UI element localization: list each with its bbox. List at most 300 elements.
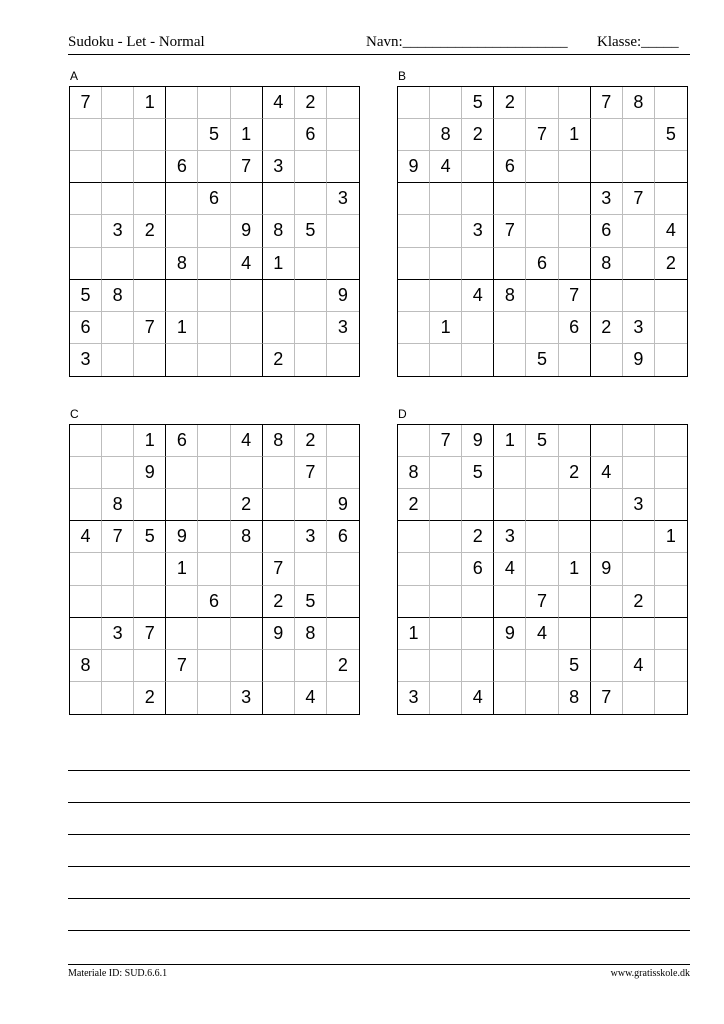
sudoku-cell: 6 <box>327 521 359 553</box>
sudoku-cell: 2 <box>231 489 263 521</box>
sudoku-cell: 3 <box>327 312 359 344</box>
sudoku-cell: 3 <box>591 183 623 215</box>
sudoku-cell: 9 <box>591 553 623 585</box>
sudoku-cell <box>462 586 494 618</box>
sudoku-cell <box>70 119 102 151</box>
sudoku-cell: 5 <box>462 457 494 489</box>
website-link: www.gratisskole.dk <box>610 968 690 979</box>
sudoku-cell <box>655 586 687 618</box>
sudoku-cell: 6 <box>198 183 230 215</box>
sudoku-cell <box>494 183 526 215</box>
sudoku-cell: 6 <box>166 151 198 183</box>
sudoku-cell: 5 <box>559 650 591 682</box>
sudoku-cell <box>591 280 623 312</box>
sudoku-cell: 4 <box>462 280 494 312</box>
sudoku-cell: 3 <box>102 618 134 650</box>
sudoku-cell: 5 <box>655 119 687 151</box>
sudoku-cell: 1 <box>231 119 263 151</box>
sudoku-cell <box>327 87 359 119</box>
sudoku-cell <box>398 586 430 618</box>
sudoku-cell: 2 <box>263 586 295 618</box>
sudoku-cell <box>462 618 494 650</box>
sudoku-cell <box>166 280 198 312</box>
answer-line <box>68 802 690 803</box>
sudoku-cell <box>166 344 198 376</box>
sudoku-cell <box>655 87 687 119</box>
sudoku-cell: 3 <box>102 215 134 247</box>
sudoku-cell <box>198 248 230 280</box>
sudoku-cell <box>231 344 263 376</box>
sudoku-cell <box>526 215 558 247</box>
sudoku-cell <box>494 344 526 376</box>
sudoku-cell <box>102 553 134 585</box>
sudoku-cell <box>70 425 102 457</box>
sudoku-cell: 2 <box>591 312 623 344</box>
sudoku-cell <box>462 248 494 280</box>
sudoku-cell: 8 <box>263 425 295 457</box>
sudoku-cell <box>462 344 494 376</box>
sudoku-cell <box>623 280 655 312</box>
sudoku-cell <box>102 682 134 714</box>
footer-divider <box>68 964 690 965</box>
sudoku-cell: 1 <box>559 553 591 585</box>
sudoku-cell: 7 <box>263 553 295 585</box>
sudoku-cell: 6 <box>70 312 102 344</box>
sudoku-cell <box>198 457 230 489</box>
sudoku-cell <box>623 151 655 183</box>
sudoku-cell <box>102 344 134 376</box>
sudoku-cell <box>526 87 558 119</box>
sudoku-cell: 3 <box>263 151 295 183</box>
sudoku-cell <box>494 119 526 151</box>
sudoku-cell <box>430 618 462 650</box>
sudoku-cell: 2 <box>134 682 166 714</box>
sudoku-cell: 7 <box>430 425 462 457</box>
sudoku-cell <box>591 344 623 376</box>
sudoku-cell <box>655 344 687 376</box>
sudoku-cell: 2 <box>327 650 359 682</box>
sudoku-cell: 3 <box>462 215 494 247</box>
sudoku-cell: 5 <box>526 344 558 376</box>
sudoku-cell <box>398 87 430 119</box>
sudoku-cell: 7 <box>526 586 558 618</box>
sudoku-cell: 1 <box>430 312 462 344</box>
sudoku-cell <box>623 521 655 553</box>
sudoku-cell <box>198 151 230 183</box>
sudoku-cell <box>559 87 591 119</box>
sudoku-cell: 8 <box>398 457 430 489</box>
sudoku-cell <box>559 425 591 457</box>
sudoku-cell: 8 <box>102 489 134 521</box>
answer-line <box>68 770 690 771</box>
sudoku-cell: 4 <box>231 248 263 280</box>
sudoku-cell: 3 <box>623 312 655 344</box>
sudoku-cell <box>430 248 462 280</box>
answer-line <box>68 898 690 899</box>
sudoku-cell: 9 <box>494 618 526 650</box>
sudoku-cell <box>263 457 295 489</box>
sudoku-cell: 3 <box>327 183 359 215</box>
sudoku-cell: 8 <box>295 618 327 650</box>
sudoku-cell <box>655 425 687 457</box>
sudoku-cell <box>70 215 102 247</box>
sudoku-cell: 3 <box>398 682 430 714</box>
sudoku-cell <box>166 183 198 215</box>
sudoku-cell: 9 <box>327 489 359 521</box>
sudoku-cell: 9 <box>398 151 430 183</box>
sudoku-cell <box>430 586 462 618</box>
sudoku-grid-b <box>397 86 688 377</box>
sudoku-cell <box>655 183 687 215</box>
sudoku-cell <box>166 586 198 618</box>
sudoku-cell: 8 <box>430 119 462 151</box>
sudoku-cell <box>430 280 462 312</box>
sudoku-cell: 6 <box>494 151 526 183</box>
sudoku-cell <box>430 215 462 247</box>
sudoku-cell: 8 <box>166 248 198 280</box>
sudoku-cell <box>70 489 102 521</box>
sudoku-cell <box>591 119 623 151</box>
sudoku-cell <box>655 618 687 650</box>
sudoku-cell <box>623 618 655 650</box>
sudoku-cell: 8 <box>623 87 655 119</box>
sudoku-cell <box>526 682 558 714</box>
sudoku-cell <box>231 650 263 682</box>
sudoku-cell <box>166 457 198 489</box>
sudoku-cell <box>462 489 494 521</box>
sudoku-cell: 2 <box>462 119 494 151</box>
sudoku-cell <box>134 489 166 521</box>
sudoku-cell <box>430 553 462 585</box>
sudoku-cell <box>70 553 102 585</box>
sudoku-cell <box>231 457 263 489</box>
sudoku-cell <box>263 183 295 215</box>
sudoku-cell <box>198 312 230 344</box>
sudoku-cell: 2 <box>655 248 687 280</box>
sudoku-cell: 4 <box>494 553 526 585</box>
sudoku-cell <box>70 151 102 183</box>
sudoku-cell <box>134 119 166 151</box>
sudoku-cell <box>263 119 295 151</box>
sudoku-cell <box>526 489 558 521</box>
sudoku-cell: 7 <box>134 312 166 344</box>
sudoku-cell: 1 <box>655 521 687 553</box>
sudoku-cell <box>70 457 102 489</box>
sudoku-cell <box>263 682 295 714</box>
sudoku-cell <box>559 183 591 215</box>
sudoku-cell: 8 <box>70 650 102 682</box>
sudoku-cell <box>462 650 494 682</box>
sudoku-cell <box>398 650 430 682</box>
sudoku-cell: 6 <box>166 425 198 457</box>
sudoku-cell: 6 <box>526 248 558 280</box>
sudoku-cell <box>102 457 134 489</box>
sudoku-cell <box>327 425 359 457</box>
sudoku-cell <box>327 553 359 585</box>
sudoku-cell <box>102 151 134 183</box>
sudoku-cell: 5 <box>295 586 327 618</box>
sudoku-cell <box>559 618 591 650</box>
sudoku-cell <box>430 457 462 489</box>
sudoku-cell <box>591 151 623 183</box>
sudoku-cell <box>231 553 263 585</box>
sudoku-cell <box>494 248 526 280</box>
sudoku-cell: 8 <box>263 215 295 247</box>
sudoku-cell: 4 <box>70 521 102 553</box>
sudoku-cell: 1 <box>263 248 295 280</box>
sudoku-cell <box>134 248 166 280</box>
sudoku-cell <box>198 425 230 457</box>
sudoku-cell: 2 <box>462 521 494 553</box>
sudoku-cell <box>398 521 430 553</box>
sudoku-cell <box>462 312 494 344</box>
sudoku-cell <box>198 553 230 585</box>
sudoku-cell <box>494 312 526 344</box>
sudoku-cell: 8 <box>559 682 591 714</box>
sudoku-cell <box>430 87 462 119</box>
sudoku-cell: 2 <box>295 425 327 457</box>
sudoku-cell <box>655 650 687 682</box>
sudoku-cell <box>198 618 230 650</box>
page-title: Sudoku - Let - Normal <box>68 34 205 50</box>
sudoku-cell: 6 <box>462 553 494 585</box>
sudoku-cell: 1 <box>494 425 526 457</box>
sudoku-cell <box>398 344 430 376</box>
sudoku-cell: 2 <box>134 215 166 247</box>
puzzle-label-b: B <box>398 69 407 83</box>
sudoku-cell: 4 <box>526 618 558 650</box>
sudoku-cell: 1 <box>134 87 166 119</box>
sudoku-cell <box>327 586 359 618</box>
sudoku-cell <box>102 119 134 151</box>
sudoku-cell <box>398 312 430 344</box>
sudoku-cell <box>655 312 687 344</box>
answer-line <box>68 866 690 867</box>
material-id: Materiale ID: SUD.6.6.1 <box>68 968 168 979</box>
sudoku-cell <box>591 489 623 521</box>
sudoku-cell <box>70 682 102 714</box>
sudoku-cell: 7 <box>134 618 166 650</box>
sudoku-cell <box>398 425 430 457</box>
sudoku-cell <box>327 618 359 650</box>
sudoku-cell <box>398 248 430 280</box>
sudoku-cell: 1 <box>398 618 430 650</box>
sudoku-cell: 4 <box>591 457 623 489</box>
answer-line <box>68 834 690 835</box>
sudoku-cell: 7 <box>526 119 558 151</box>
sudoku-cell <box>295 183 327 215</box>
sudoku-cell <box>295 553 327 585</box>
sudoku-cell: 3 <box>70 344 102 376</box>
sudoku-cell <box>134 553 166 585</box>
sudoku-cell <box>134 344 166 376</box>
sudoku-cell: 6 <box>295 119 327 151</box>
sudoku-cell: 9 <box>263 618 295 650</box>
sudoku-cell: 4 <box>655 215 687 247</box>
sudoku-cell: 7 <box>591 87 623 119</box>
sudoku-cell <box>591 650 623 682</box>
sudoku-cell <box>198 280 230 312</box>
sudoku-cell <box>559 248 591 280</box>
sudoku-cell <box>231 280 263 312</box>
sudoku-cell <box>166 87 198 119</box>
sudoku-cell: 5 <box>295 215 327 247</box>
sudoku-cell: 2 <box>295 87 327 119</box>
sudoku-cell <box>559 151 591 183</box>
sudoku-cell <box>430 489 462 521</box>
puzzle-label-a: A <box>70 69 79 83</box>
sudoku-cell: 1 <box>559 119 591 151</box>
sudoku-cell <box>559 586 591 618</box>
sudoku-cell <box>623 457 655 489</box>
sudoku-cell <box>327 457 359 489</box>
sudoku-cell <box>526 553 558 585</box>
sudoku-cell <box>134 650 166 682</box>
sudoku-cell <box>327 151 359 183</box>
sudoku-cell: 3 <box>231 682 263 714</box>
sudoku-cell: 8 <box>591 248 623 280</box>
sudoku-cell: 8 <box>494 280 526 312</box>
class-field-label: Klasse:_____ <box>597 34 679 50</box>
sudoku-cell: 5 <box>134 521 166 553</box>
sudoku-cell: 9 <box>231 215 263 247</box>
sudoku-cell <box>102 586 134 618</box>
sudoku-cell: 5 <box>526 425 558 457</box>
sudoku-cell <box>559 521 591 553</box>
sudoku-cell: 2 <box>559 457 591 489</box>
sudoku-cell <box>462 151 494 183</box>
sudoku-cell <box>198 489 230 521</box>
sudoku-grid-d <box>397 424 688 715</box>
sudoku-cell <box>623 215 655 247</box>
sudoku-cell <box>70 248 102 280</box>
sudoku-cell <box>327 682 359 714</box>
sudoku-cell <box>327 248 359 280</box>
sudoku-cell: 7 <box>494 215 526 247</box>
sudoku-cell <box>430 521 462 553</box>
sudoku-cell <box>655 553 687 585</box>
sudoku-cell: 5 <box>198 119 230 151</box>
sudoku-cell <box>102 87 134 119</box>
sudoku-cell <box>102 425 134 457</box>
sudoku-cell <box>655 457 687 489</box>
sudoku-cell <box>166 215 198 247</box>
sudoku-cell <box>134 183 166 215</box>
sudoku-cell <box>198 650 230 682</box>
sudoku-cell <box>70 586 102 618</box>
sudoku-cell <box>295 248 327 280</box>
sudoku-cell: 4 <box>430 151 462 183</box>
sudoku-cell: 3 <box>623 489 655 521</box>
puzzle-label-d: D <box>398 407 407 421</box>
sudoku-cell <box>327 344 359 376</box>
sudoku-cell <box>430 682 462 714</box>
sudoku-cell: 3 <box>295 521 327 553</box>
sudoku-cell: 8 <box>231 521 263 553</box>
sudoku-cell <box>526 312 558 344</box>
sudoku-cell <box>231 312 263 344</box>
sudoku-cell <box>295 344 327 376</box>
sudoku-cell <box>295 312 327 344</box>
sudoku-cell <box>623 425 655 457</box>
sudoku-cell <box>198 682 230 714</box>
answer-line <box>68 930 690 931</box>
sudoku-cell <box>70 183 102 215</box>
sudoku-cell <box>623 682 655 714</box>
sudoku-cell <box>591 618 623 650</box>
sudoku-cell: 7 <box>559 280 591 312</box>
sudoku-cell: 5 <box>462 87 494 119</box>
sudoku-cell: 4 <box>231 425 263 457</box>
sudoku-cell: 2 <box>398 489 430 521</box>
header-divider <box>68 54 690 55</box>
sudoku-cell: 9 <box>166 521 198 553</box>
sudoku-cell <box>494 650 526 682</box>
sudoku-cell <box>559 215 591 247</box>
sudoku-cell <box>494 489 526 521</box>
sudoku-cell <box>198 344 230 376</box>
sudoku-cell <box>494 586 526 618</box>
sudoku-cell: 4 <box>263 87 295 119</box>
sudoku-cell: 7 <box>102 521 134 553</box>
sudoku-grid-c <box>69 424 360 715</box>
sudoku-cell <box>623 553 655 585</box>
sudoku-cell <box>327 215 359 247</box>
sudoku-cell <box>166 489 198 521</box>
sudoku-cell <box>591 521 623 553</box>
sudoku-cell <box>526 280 558 312</box>
sudoku-cell: 2 <box>263 344 295 376</box>
sudoku-cell <box>591 425 623 457</box>
name-field-label: Navn:______________________ <box>366 34 568 50</box>
sudoku-cell <box>263 489 295 521</box>
sudoku-grid-a <box>69 86 360 377</box>
sudoku-cell <box>166 618 198 650</box>
sudoku-cell <box>398 553 430 585</box>
sudoku-cell: 4 <box>462 682 494 714</box>
sudoku-cell <box>494 682 526 714</box>
sudoku-cell <box>295 650 327 682</box>
sudoku-cell: 4 <box>623 650 655 682</box>
sudoku-cell: 9 <box>462 425 494 457</box>
sudoku-cell <box>559 489 591 521</box>
sudoku-cell: 7 <box>591 682 623 714</box>
sudoku-cell <box>134 280 166 312</box>
sudoku-cell: 1 <box>134 425 166 457</box>
sudoku-cell <box>526 457 558 489</box>
sudoku-cell <box>398 215 430 247</box>
sudoku-cell <box>655 280 687 312</box>
sudoku-cell <box>166 682 198 714</box>
sudoku-cell <box>526 183 558 215</box>
sudoku-cell: 4 <box>295 682 327 714</box>
sudoku-cell: 7 <box>70 87 102 119</box>
sudoku-cell <box>198 87 230 119</box>
sudoku-cell: 5 <box>70 280 102 312</box>
sudoku-cell: 9 <box>134 457 166 489</box>
sudoku-cell <box>526 650 558 682</box>
sudoku-cell <box>398 119 430 151</box>
sudoku-cell: 6 <box>591 215 623 247</box>
sudoku-cell <box>494 457 526 489</box>
sudoku-cell: 2 <box>623 586 655 618</box>
sudoku-cell <box>591 586 623 618</box>
sudoku-cell <box>231 618 263 650</box>
sudoku-cell <box>134 586 166 618</box>
sudoku-cell <box>430 183 462 215</box>
sudoku-cell <box>295 280 327 312</box>
sudoku-cell <box>462 183 494 215</box>
